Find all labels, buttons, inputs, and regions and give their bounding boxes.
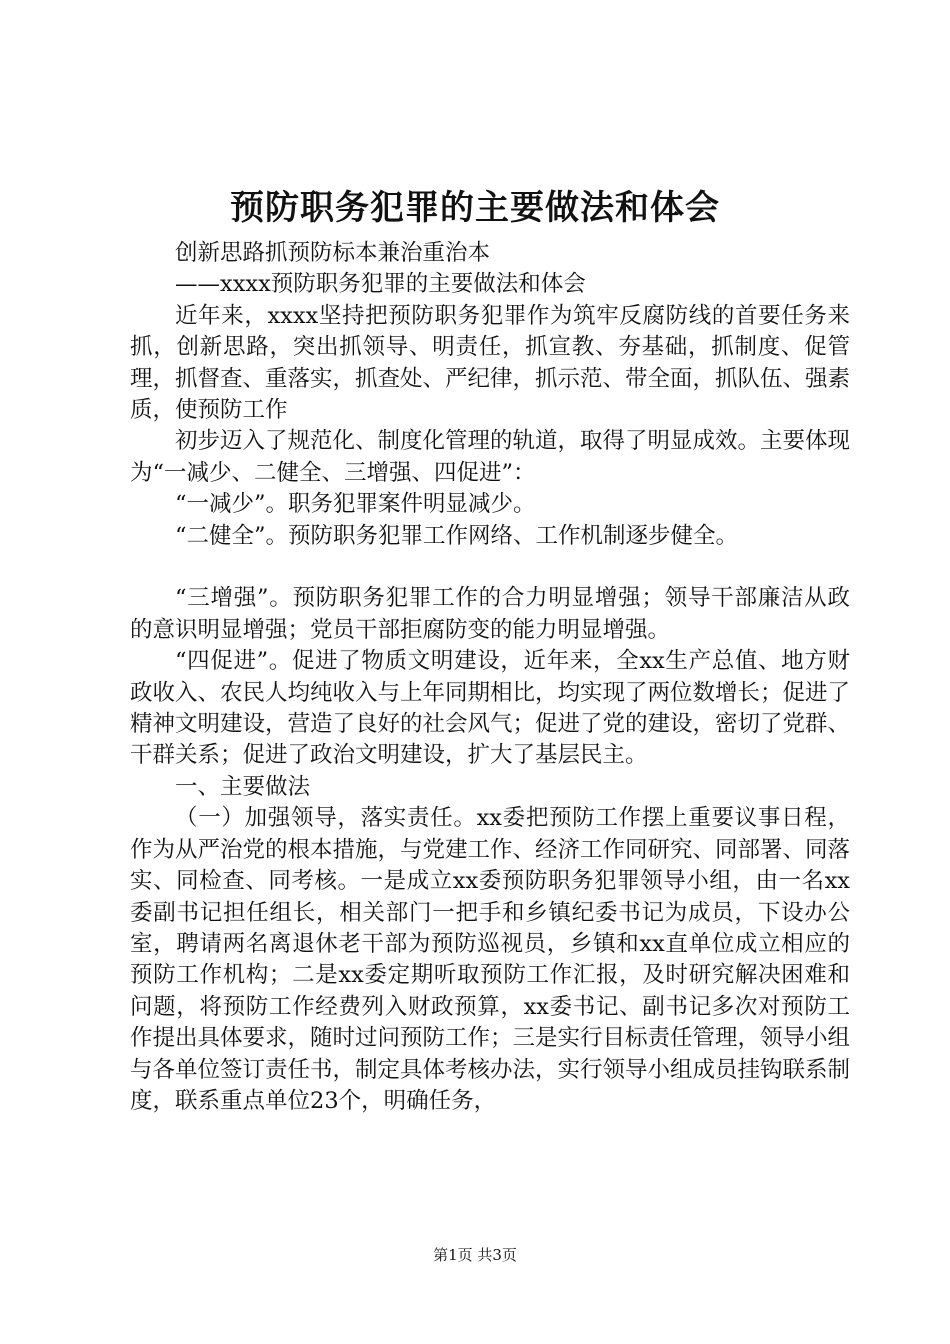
document-body	[130, 238, 850, 1117]
page-footer: 第1页 共3页	[433, 1246, 517, 1264]
paragraph-three-strengthen: “三增强”。预防职务犯罪工作的合力明显增强；领导干部廉洁从政的意识明显增强；党员干部拒腐防变的能力明显增强。	[130, 585, 850, 643]
paragraph-results: 初步迈入了规范化、制度化管理的轨道，取得了明显成效。主要体现为“一减少、二健全、三增强、四促进”：	[130, 428, 851, 486]
paragraph-leadership: （一）加强领导，落实责任。xx委把预防工作摆上重要议事日程，作为从严治党的根本措施，与党建工作、经济工作同研究、同部署、同落实、同检查、同考核。一是成立xx委预防职务犯罪领导小组，由一名xx委副书记担任组长，相关部门一把手和乡镇纪委书记为成员，下设办公室，聘请两名离退休老干部为预防巡视员，乡镇和xx直单位成立相应的预防工作机构；二是xx委定期听取预防工作汇报，及时研究解决困难和问题，将预防工作经费列入财政预算，xx委书记、副书记多次对预防工作提出具体要求，随时过问预防工作；三是实行目标责任管理，领导小组与各单位签订责任书，制定具体考核办法，实行领导小组成员挂钩联系制度，联系重点单位23个，明确任务，	[130, 805, 851, 1114]
paragraph-one-reduce: “一减少”。职务犯罪案件明显减少。	[175, 491, 536, 518]
paragraph-four-promote: “四促进”。促进了物质文明建设，近年来，全xx生产总值、地方财政收入、农民人均纯收入与上年同期相比，均实现了两位数增长；促进了精神文明建设，营造了良好的社会风气；促进了党的建设，密切了党群、干群关系；促进了政治文明建设，扩大了基层民主。	[130, 648, 851, 769]
paragraph-two-improve: “二健全”。预防职务犯罪工作网络、工作机制逐步健全。	[175, 522, 739, 549]
paragraph-intro: 近年来，xxxx坚持把预防职务犯罪作为筑牢反腐防线的首要任务来抓，创新思路，突出抓领导、明责任，抓宣教、夯基础，抓制度、促管理，抓督查、重落实，抓查处、严纪律，抓示范、带全面，抓队伍、强素质，使预防工作	[130, 302, 851, 424]
subtitle-dash-line: ——xxxx预防职务犯罪的主要做法和体会	[175, 271, 586, 298]
section-heading: 一、主要做法	[175, 773, 311, 800]
subtitle-line: 创新思路抓预防标本兼治重治本	[175, 240, 491, 266]
document-title: 预防职务犯罪的主要做法和体会	[230, 188, 720, 228]
